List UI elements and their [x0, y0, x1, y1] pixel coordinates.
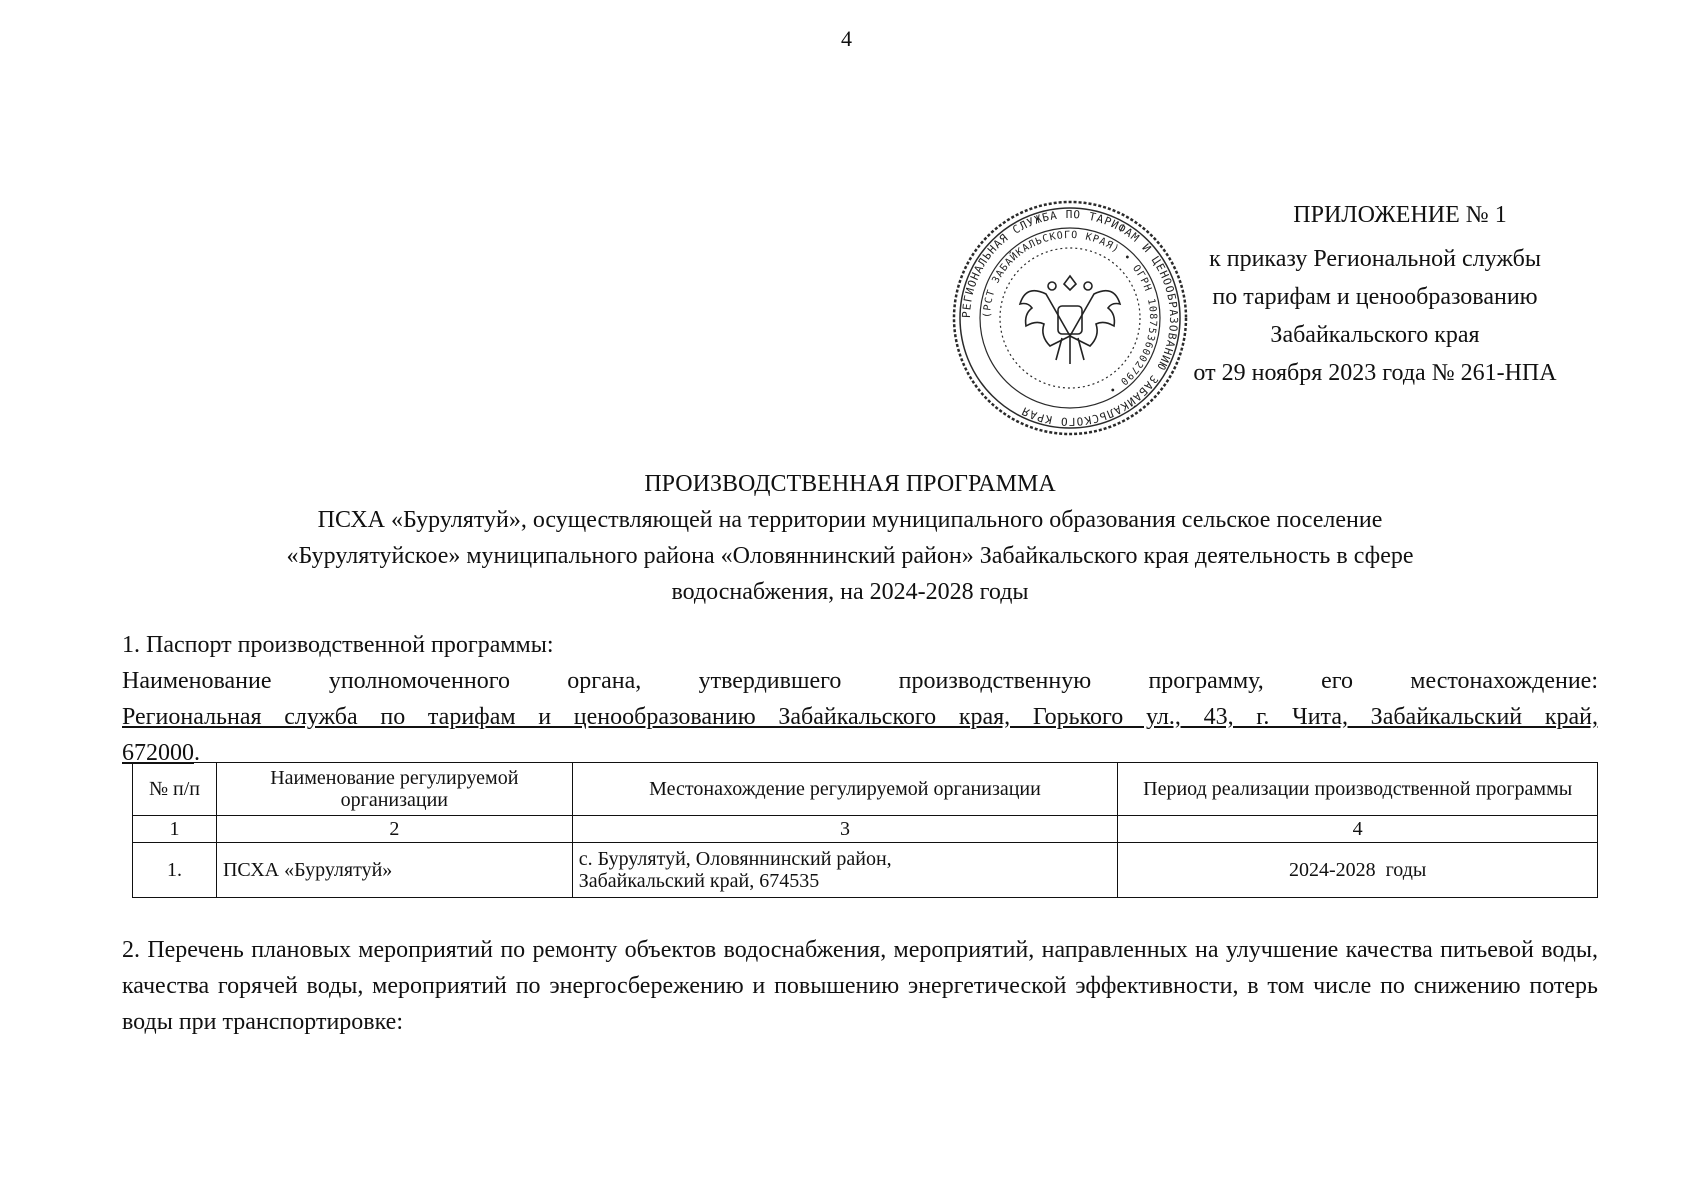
column-number-3: 3 [572, 816, 1118, 843]
authority-address-end: . [194, 740, 200, 766]
seal-outer-text: РЕГИОНАЛЬНАЯ СЛУЖБА ПО ТАРИФАМ И ЦЕНООБРАЗОВАНИЮ ЗАБАЙКАЛЬСКОГО КРАЯ [959, 207, 1181, 429]
program-subtitle-line-3: водоснабжения, на 2024-2028 годы [671, 579, 1029, 605]
program-heading [150, 466, 1550, 610]
header-org-address: Местонахождение регулируемой организации [572, 763, 1118, 816]
authority-address-text-2: 672000 [122, 740, 194, 766]
row-org-address [572, 843, 1118, 898]
row-org-address-line-2: Забайкальский край, 674535 [578, 870, 820, 892]
row-org-name: ПСХА «Бурулятуй» [216, 843, 572, 898]
section-passport [122, 627, 1598, 771]
column-number-4: 4 [1118, 816, 1598, 843]
column-number-2: 2 [216, 816, 572, 843]
authority-address-text-1: Региональная служба по тарифам и ценообразованию Забайкальского края, Горького ул., 43, г. Чита, Забайкальский край, [122, 704, 1598, 730]
appendix-line-1: к приказу Региональной службы [1209, 246, 1541, 272]
passport-table [132, 762, 1598, 898]
header-org-name: Наименование регулируемой организации [216, 763, 572, 816]
double-headed-eagle-icon [1020, 276, 1120, 364]
header-number: № п/п [133, 763, 217, 816]
column-number-1: 1 [133, 816, 217, 843]
official-seal-icon [950, 198, 1190, 438]
page-number: 4 [841, 26, 852, 51]
section-measures: 2. Перечень плановых мероприятий по ремонту объектов водоснабжения, мероприятий, направленных на улучшение качества питьевой воды, качества горячей воды, мероприятий по энергосбережению и повышению энергетической эффективности, в том числе по снижению потерь воды при транспортировке: [122, 937, 1598, 1035]
appendix-line-2: по тарифам и ценообразованию [1212, 284, 1538, 310]
appendix-line-4: от 29 ноября 2023 года № 261-НПА [1193, 360, 1557, 386]
seal-inner-text: (РСТ ЗАБАЙКАЛЬСКОГО КРАЯ) • ОГРН 1087536002790 • [981, 229, 1159, 396]
program-title: ПРОИЗВОДСТВЕННАЯ ПРОГРАММА [644, 471, 1056, 497]
row-period: 2024-2028 годы [1118, 843, 1598, 898]
table-header-row [133, 763, 1598, 816]
table-column-numbers-row [133, 816, 1598, 843]
section-1-title: 1. Паспорт производственной программы: [122, 632, 554, 658]
authority-intro: Наименование уполномоченного органа, утвердившего производственную программу, его местонахождение: [122, 668, 1598, 694]
appendix-block [1185, 196, 1565, 392]
appendix-line-3: Забайкальского края [1270, 322, 1480, 348]
authority-address-line-1 [122, 699, 1598, 735]
program-subtitle-line-1: ПСХА «Бурулятуй», осуществляющей на территории муниципального образования сельское поселение [317, 507, 1383, 533]
header-period: Период реализации производственной программы [1118, 763, 1598, 816]
table-row [133, 843, 1598, 898]
appendix-title: ПРИЛОЖЕНИЕ № 1 [1293, 202, 1507, 228]
program-subtitle-line-2: «Бурулятуйское» муниципального района «Оловяннинский район» Забайкальского края деятельность в сфере [286, 543, 1414, 569]
svg-text:(РСТ ЗАБАЙКАЛЬСКОГО КРАЯ) • ОГ [982, 230, 1158, 396]
row-org-address-line-1: с. Бурулятуй, Оловяннинский район, [578, 848, 892, 870]
row-number: 1. [133, 843, 217, 898]
